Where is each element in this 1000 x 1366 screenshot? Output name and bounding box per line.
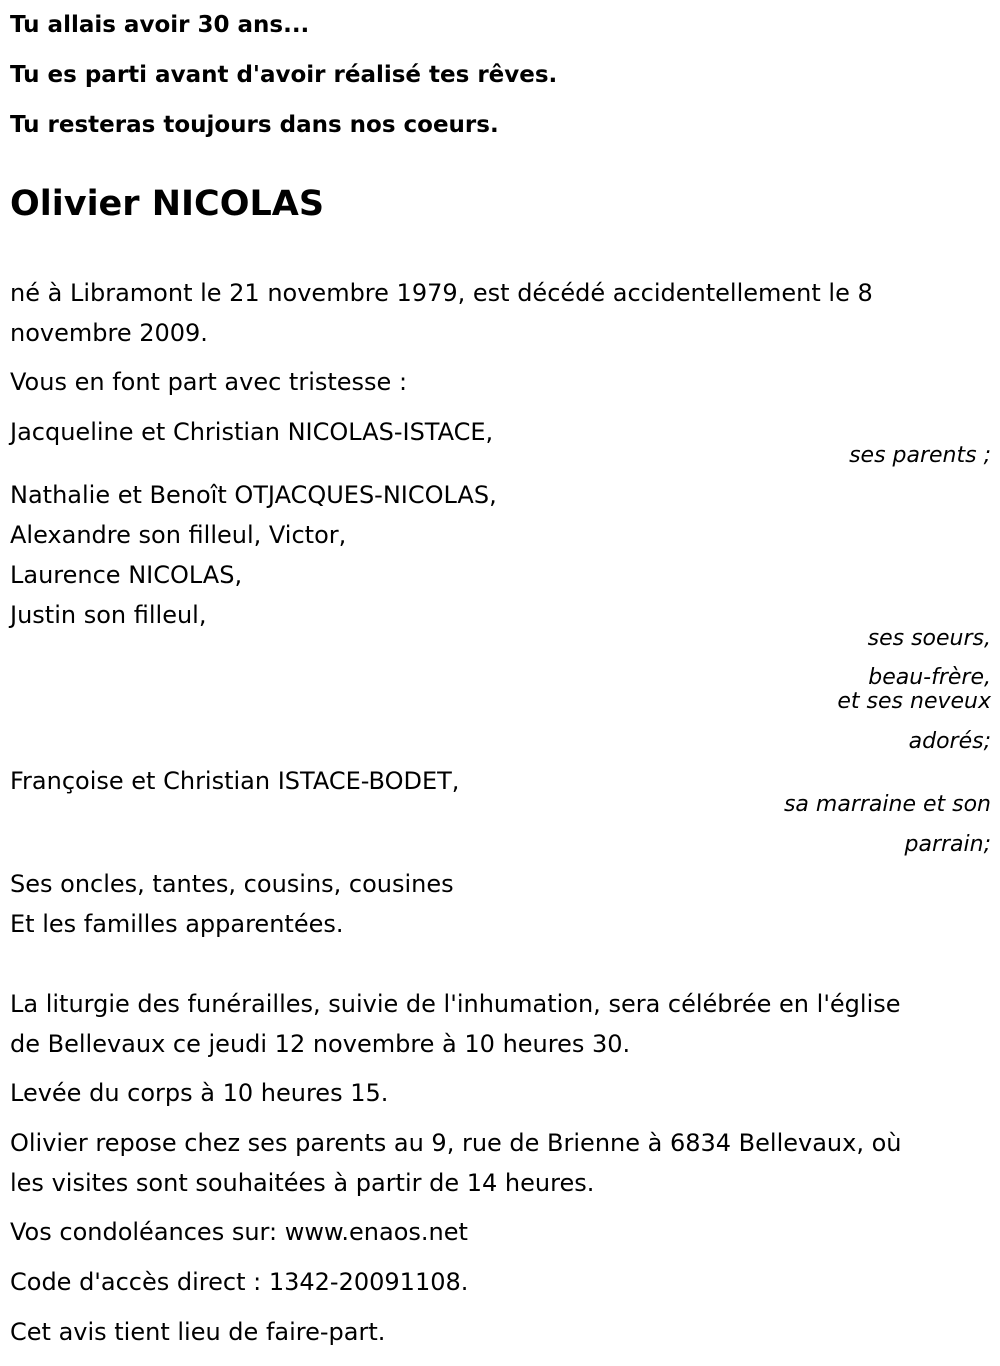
sibling-line-1: Nathalie et Benoît OTJACQUES-NICOLAS,: [10, 481, 497, 509]
sibling-line-3: Laurence NICOLAS,: [10, 561, 243, 589]
intro-line-1: né à Libramont le 21 novembre 1979, est décédé accidentellement le 8: [10, 279, 873, 307]
deceased-name: Olivier NICOLAS: [10, 184, 325, 224]
siblings-relation-4: adorés;: [908, 729, 991, 754]
siblings-relation-3: et ses neveux: [837, 689, 991, 714]
verse-line-3: Tu resteras toujours dans nos coeurs.: [10, 112, 499, 138]
others-line-2: Et les familles apparentées.: [10, 910, 344, 938]
parents-relation: ses parents ;: [849, 443, 991, 468]
closing-text: Cet avis tient lieu de faire-part.: [10, 1318, 386, 1346]
siblings-relation-2: beau-frère,: [868, 665, 991, 690]
godparents-name: Françoise et Christian ISTACE-BODET,: [10, 767, 460, 795]
repose-line-2: les visites sont souhaitées à partir de 14 heures.: [10, 1169, 595, 1197]
ceremony-line-2: de Bellevaux ce jeudi 12 novembre à 10 heures 30.: [10, 1030, 631, 1058]
verse-line-1: Tu allais avoir 30 ans...: [10, 12, 310, 38]
sibling-line-2: Alexandre son filleul, Victor,: [10, 521, 347, 549]
condolences-text: Vos condoléances sur: www.enaos.net: [10, 1218, 468, 1246]
sibling-line-4: Justin son filleul,: [10, 601, 207, 629]
repose-line-1: Olivier repose chez ses parents au 9, rue de Brienne à 6834 Bellevaux, où: [10, 1129, 902, 1157]
intro-line-2: novembre 2009.: [10, 319, 208, 347]
access-code-text: Code d'accès direct : 1342-20091108.: [10, 1268, 469, 1296]
godparents-relation-1: sa marraine et son: [783, 792, 991, 817]
godparents-relation-2: parrain;: [904, 832, 991, 857]
announce-text: Vous en font part avec tristesse :: [10, 368, 408, 396]
verse-line-2: Tu es parti avant d'avoir réalisé tes rêves.: [10, 62, 558, 88]
parents-name: Jacqueline et Christian NICOLAS-ISTACE,: [10, 418, 494, 446]
siblings-relation-1: ses soeurs,: [867, 626, 991, 651]
levee-text: Levée du corps à 10 heures 15.: [10, 1079, 389, 1107]
ceremony-line-1: La liturgie des funérailles, suivie de l'inhumation, sera célébrée en l'église: [10, 990, 901, 1018]
others-line-1: Ses oncles, tantes, cousins, cousines: [10, 870, 454, 898]
